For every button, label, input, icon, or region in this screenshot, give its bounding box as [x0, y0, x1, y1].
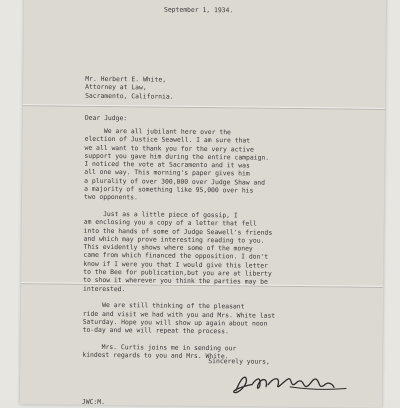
body-line: We are still thinking of the pleasant	[82, 300, 245, 311]
body-line: to the Bee for publication,but you are at liberty	[83, 267, 272, 278]
paragraph-visit	[83, 301, 276, 336]
recipient-address	[85, 75, 174, 101]
address-line: Mr. Herbert E. White,	[85, 74, 167, 84]
address-line: Sacramento, California.	[85, 91, 174, 101]
body-line: This evidently shows where some of the money	[83, 242, 253, 253]
body-line: Mrs. Curtis joins me in sending our	[82, 342, 237, 353]
body-line: kindest regards to you and Mrs. White.	[82, 350, 229, 361]
body-line: am enclosing you a copy of a letter that fell	[83, 218, 257, 228]
salutation: Dear Judge:	[84, 113, 128, 123]
body-line: into the hands of some of Judge Seawell's friends	[83, 226, 273, 237]
body-line: interested.	[83, 284, 126, 293]
body-line: Saturday. Hope you will show up again about noon	[82, 317, 268, 328]
body-line: two opponents.	[83, 193, 138, 202]
letter-body	[82, 127, 277, 361]
body-line: Just as a little piece of gossip, I	[83, 209, 238, 220]
paragraph-jubilant	[84, 127, 277, 204]
body-line: ride and visit we had with you and Mrs. White last	[82, 309, 276, 320]
handwritten-signature	[230, 366, 350, 397]
body-line: know if I were you that I would give this letter	[83, 259, 269, 270]
body-line: election of Justice Seawell. I am sure that	[84, 135, 251, 145]
typist-initials: JWC:M.	[81, 397, 106, 406]
body-line: to-day and we will repeat the process.	[82, 325, 229, 336]
letter-date: September 1, 1934.	[163, 5, 234, 15]
body-line: all one way. This morning's paper gives him	[84, 168, 250, 178]
body-line: a majority of something like 95,000 over his	[84, 184, 254, 195]
body-line: a plurality of over 300,000 over Judge Shaw and	[84, 176, 266, 187]
fold-crease-upper	[23, 104, 385, 110]
paragraph-gossip	[83, 210, 276, 295]
body-line: we all want to thank you for the very active	[84, 143, 254, 154]
body-line: We are all jubilant here over the	[84, 126, 231, 137]
body-line: I noticed the vote at Sacramento and it was	[84, 159, 250, 170]
closing: Sincerely yours,	[208, 357, 270, 366]
body-line: to show it wherever you think the parties may be	[83, 276, 268, 287]
body-line: came from which financed the opposition. I don't	[83, 251, 269, 262]
address-line: Attorney at Law,	[85, 83, 147, 92]
body-line: and which may prove interesting reading to you.	[83, 234, 265, 245]
body-line: support you gave him during the entire campaign.	[84, 151, 270, 162]
letter-sheet	[20, 0, 386, 408]
